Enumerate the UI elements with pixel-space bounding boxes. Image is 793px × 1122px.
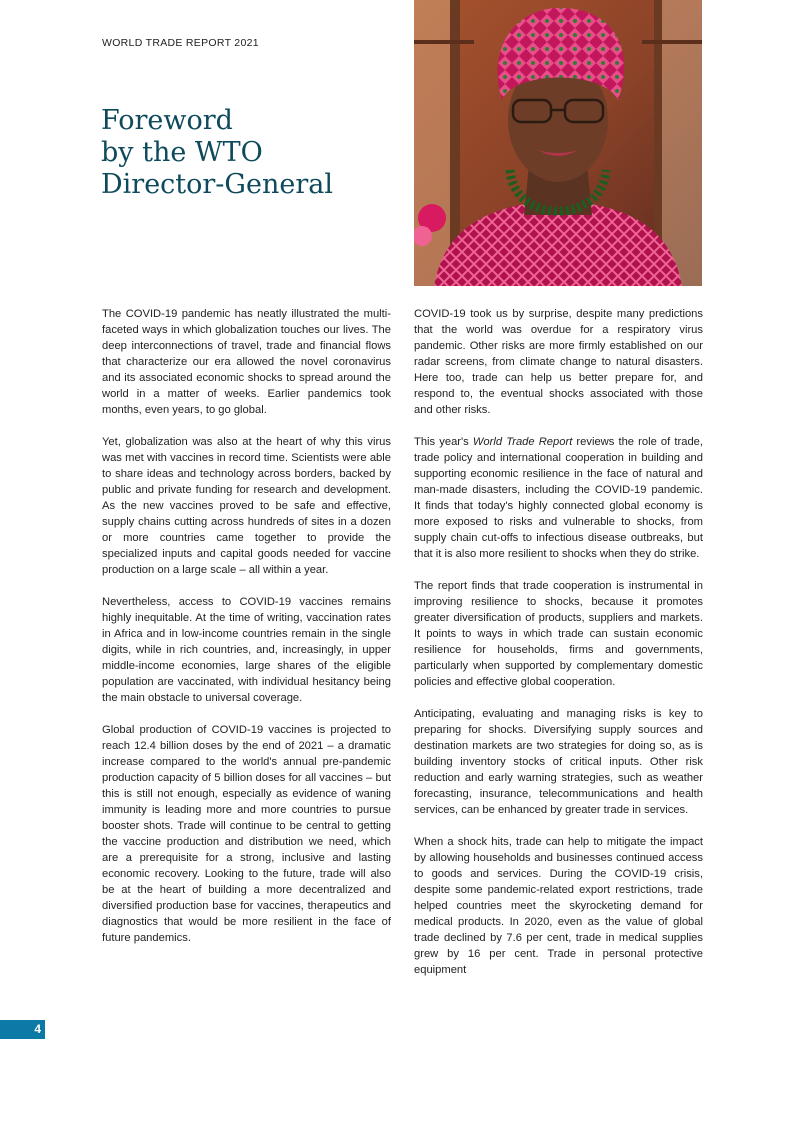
running-head: WORLD TRADE REPORT 2021 [102, 37, 259, 49]
paragraph-text: This year's [414, 436, 473, 448]
paragraph: Nevertheless, access to COVID-19 vaccines remains highly inequitable. At the time of writing, vaccination rates in Africa and in low-income countries remain in the single digits, while in rich countries, and, increasingly, in upper middle-income economies, large shares of the eligible population are vaccinated, with individual hesitancy being the main obstacle to universal coverage. [102, 596, 391, 704]
paragraph-text: reviews the role of trade, trade policy and international cooperation in building and supporting economic resilience in the face of natural and man-made disasters, including the COVID-19 pandemic. It finds that today's highly connected global economy is more exposed to risks and vulnerable to shocks, from supply chain cut-offs to infectious disease outbreaks, but that it is also more resilient to shocks when they do strike. [414, 436, 703, 560]
paragraph: Anticipating, evaluating and managing risks is key to preparing for shocks. Diversifying supply sources and destination markets are two strategies for doing so, as is building inventory stocks of critical inputs. Other risk reduction and early warning strategies, such as weather forecasting, insurance, telecommunications and health services, can be enhanced by greater trade in services. [414, 708, 703, 816]
paragraph: COVID-19 took us by surprise, despite many predictions that the world was overdue for a respiratory virus pandemic. Other risks are more firmly established on our radar screens, from climate change to natural disasters. Here too, trade can help us better prepare for, and respond to, the eventual shocks associated with those and other risks. [414, 308, 703, 416]
paragraph: The COVID-19 pandemic has neatly illustrated the multi-faceted ways in which globalization touches our lives. The deep interconnections of travel, trade and financial flows that characterize our era allowed the novel coronavirus and its associated economic shocks to spread around the world in a matter of weeks. Earlier pandemics took months, even years, to go global. [102, 308, 391, 416]
page-number: 4 [34, 1022, 41, 1036]
paragraph: The report finds that trade cooperation is instrumental in improving resilience to shocks, because it promotes greater diversification of products, suppliers and markets. It points to ways in which trade can sustain economic resilience for households, firms and governments, particularly when supported by complementary domestic policies and effective global cooperation. [414, 580, 703, 688]
director-general-portrait [414, 0, 702, 286]
page-number-tab [0, 1020, 45, 1039]
right-column [414, 306, 703, 994]
page-title [101, 105, 391, 201]
paragraph: When a shock hits, trade can help to mitigate the impact by allowing households and businesses continued access to goods and services. During the COVID-19 crisis, despite some pandemic-related export restrictions, trade helped countries meet the skyrocketing demand for medical products. In 2020, even as the value of global trade declined by 7.6 per cent, trade in medical supplies grew by 16 per cent. Trade in personal protective equipment [414, 836, 703, 976]
report-title-italic: World Trade Report [472, 436, 573, 448]
left-column [102, 306, 391, 962]
paragraph [414, 434, 703, 562]
title-line-2: by the WTO [101, 137, 263, 168]
title-line-3: Director-General [101, 169, 333, 200]
paragraph: Yet, globalization was also at the heart of why this virus was met with vaccines in record time. Scientists were able to share ideas and technology across borders, backed by public and private funding for research and development. As the new vaccines proved to be safe and effective, supply chains cutting across hundreds of sites in a dozen or more countries came together to provide the specialized inputs and capital goods needed for vaccine production on a large scale – all within a year. [102, 436, 391, 576]
paragraph: Global production of COVID-19 vaccines is projected to reach 12.4 billion doses by the end of 2021 – a dramatic increase compared to the world's annual pre-pandemic production capacity of 5 billion doses for all vaccines – but this is still not enough, especially as evidence of waning immunity is leading more and more countries to pursue booster shots. Trade will continue to be central to getting the vaccine production and distribution we need, which are a prerequisite for a strong, inclusive and lasting economic recovery. Looking to the future, trade will also be at the heart of building a more decentralized and diversified production base for vaccines, therapeutics and diagnostics that would be more resilient in the face of future pandemics. [102, 724, 391, 944]
title-line-1: Foreword [101, 105, 233, 136]
